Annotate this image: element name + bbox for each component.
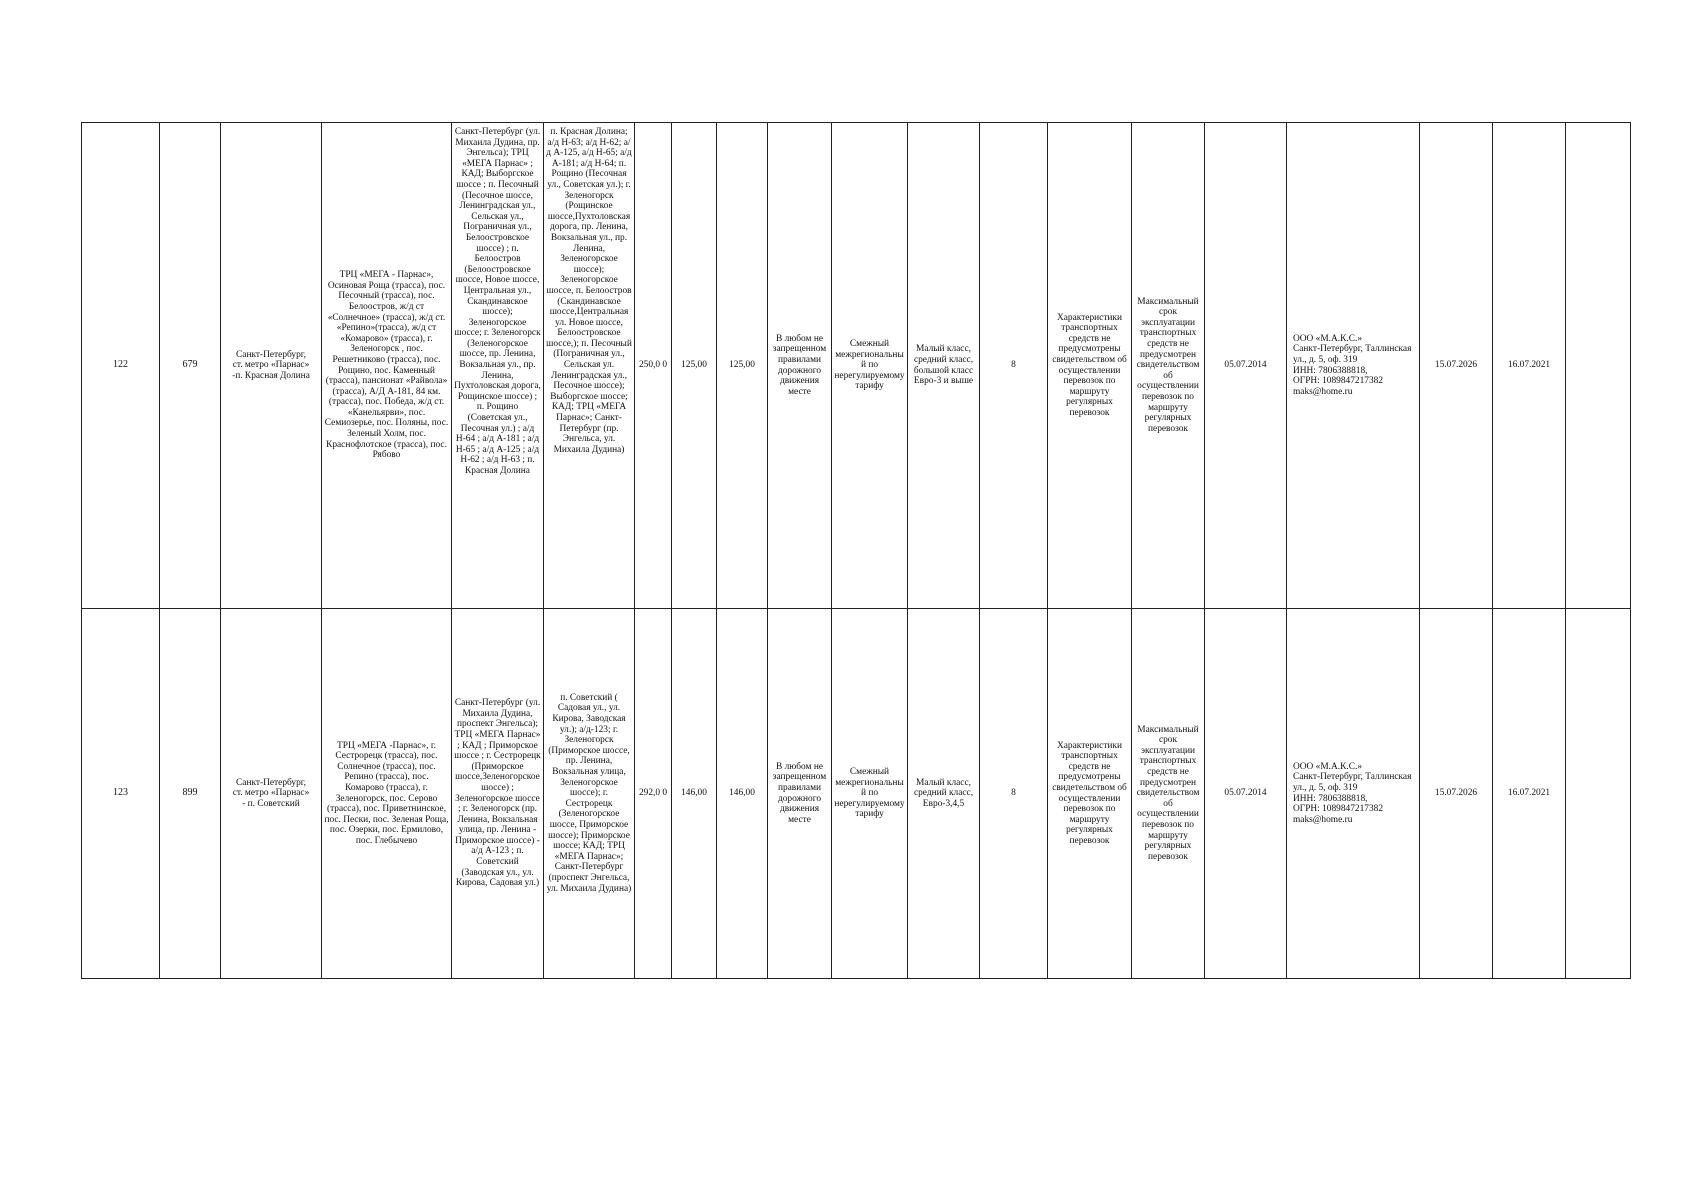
route-name: Санкт-Петербург, ст. метро «Парнас» -п. Красная Долина bbox=[221, 123, 322, 609]
carrier-info: ООО «М.А.К.С.» Санкт-Петербург, Таллинская ул., д. 5, оф. 319 ИНН: 7806388818, ОГРН: 1089847217382 maks@home.ru bbox=[1287, 609, 1420, 979]
vehicle-characteristics: Характеристики транспортных средств не предусмотрены свидетельством об осуществлении перевозок по маршруту регулярных перевозок bbox=[1048, 123, 1132, 609]
transport-type: Смежный межрегиональный по нерегулируемому тарифу bbox=[832, 123, 908, 609]
streets-forward: Санкт-Петербург (ул. Михаила Дудина, пр. Энгельса); ТРЦ «МЕГА Парнас» ; КАД; Выборгское шоссе ; п. Песочный (Песочное шоссе, Ленинградская ул., Сельская ул., Пограничная ул., Белоостровское шоссе) ; п. Белоостров (Белоостровское шоссе, Новое шоссе, Центральная ул., Скандинавское шоссе); Зеленогорское шоссе; г. Зеленогорск (Зеленогорское шоссе, пр. Ленина, Вокзальная ул., пр. Ленина, Пухтоловская дорога, Рощинское шоссе) ; п. Рощино (Советская ул., Песочная ул.) ; а/д Н-64 ; а/д А-181 ; а/д Н-65 ; а/д А-125 ; а/д Н-62 ; а/д Н-63 ; п. Красная Долина bbox=[452, 123, 544, 609]
carrier-info: ООО «М.А.К.С.» Санкт-Петербург, Таллинская ул., д. 5, оф. 319 ИНН: 7806388818, ОГРН: 1089847217382 maks@home.ru bbox=[1287, 123, 1420, 609]
max-age: Максимальный срок эксплуатации транспортных средств не предусмотрен свидетельством об осуществлении перевозок по маршруту регулярных перевозок bbox=[1132, 609, 1205, 979]
max-age: Максимальный срок эксплуатации транспортных средств не предусмотрен свидетельством об осуществлении перевозок по маршруту регулярных перевозок bbox=[1132, 123, 1205, 609]
table-row bbox=[82, 609, 1631, 979]
valid-until: 15.07.2026 bbox=[1420, 123, 1493, 609]
length-forward: 146,00 bbox=[672, 609, 717, 979]
vehicle-count: 8 bbox=[980, 123, 1048, 609]
route-number: 899 bbox=[160, 609, 221, 979]
note bbox=[1566, 609, 1631, 979]
length-total: 250,0 0 bbox=[635, 123, 672, 609]
length-forward: 125,00 bbox=[672, 123, 717, 609]
start-date: 05.07.2014 bbox=[1205, 123, 1287, 609]
vehicle-class: Малый класс, средний класс, Евро-3,4,5 bbox=[908, 609, 980, 979]
vehicle-characteristics: Характеристики транспортных средств не предусмотрены свидетельством об осуществлении перевозок по маршруту регулярных перевозок bbox=[1048, 609, 1132, 979]
transport-type: Смежный межрегиональный по нерегулируемому тарифу bbox=[832, 609, 908, 979]
streets-backward: п. Советский ( Садовая ул., ул. Кирова, Заводская ул.); а/д-123; г. Зеленогорск (Приморское шоссе, пр. Ленина, Вокзальная улица, Зеленогорское шоссе); г. Сестрорецк (Зеленогорское шоссе, Приморское шоссе); Приморское шоссе; КАД; ТРЦ «МЕГА Парнас»; Санкт-Петербург (проспект Энгельса, ул. Михаила Дудина) bbox=[544, 609, 635, 979]
streets-backward: п. Красная Долина; а/д Н-63; а/д Н-62; а/д А-125, а/д Н-65; а/д А-181; а/д Н-64; п. Рощино (Песочная ул., Советская ул.); г. Зеленогорск (Рощинское шоссе,Пухтоловская дорога, пр. Ленина, Вокзальная ул., пр. Ленина, Зеленогорское шоссе); Зеленогорское шоссе, п. Белоостров (Скандинавское шоссе,Центральная ул. Новое шоссе, Белоостровское шоссе,); п. Песочный (Пограничная ул., Сельская ул. Ленинградская ул., Песочное шоссе); Выборгское шоссе; КАД; ТРЦ «МЕГА Парнас»; Санкт-Петербург (пр. Энгельса, ул. Михаила Дудина) bbox=[544, 123, 635, 609]
boarding-order: В любом не запрещенном правилами дорожного движения месте bbox=[768, 123, 832, 609]
route-stops: ТРЦ «МЕГА - Парнас», Осиновая Роща (трасса), пос. Песочный (трасса), пос. Белоостров, ж/д ст «Солнечное» (трасса), ж/д ст. «Репино»(трасса), ж/д ст «Комарово» (трасса), г. Зеленогорск , пос. Решетниково (трасса), пос. Рощино, пос. Каменный (трасса), пансионат «Райвола» (трасса), А/Д А-181, 84 км. (трасса), пос. Победа, ж/д ст. «Канельярви», пос. Семиозерье, пос. Поляны, пос. Зеленый Холм, пос. Краснофлотское (трасса), пос. Рябово bbox=[322, 123, 452, 609]
reg-number: 123 bbox=[82, 609, 160, 979]
valid-until: 15.07.2026 bbox=[1420, 609, 1493, 979]
route-name: Санкт-Петербург, ст. метро «Парнас» - п. Советский bbox=[221, 609, 322, 979]
streets-forward: Санкт-Петербург (ул. Михаила Дудина, проспект Энгельса); ТРЦ «МЕГА Парнас» ; КАД ; Приморское шоссе ; г. Сестрорецк (Приморское шоссе,Зеленогорское шоссе) ; Зеленогорское шоссе ; г. Зеленогорск (пр. Ленина, Вокзальная улица, пр. Ленина - Приморское шоссе) - а/д А-123 ; п. Советский (Заводская ул., ул. Кирова, Садовая ул.) bbox=[452, 609, 544, 979]
length-total: 292,0 0 bbox=[635, 609, 672, 979]
change-date: 16.07.2021 bbox=[1493, 123, 1566, 609]
length-backward: 146,00 bbox=[717, 609, 768, 979]
table-row bbox=[82, 123, 1631, 609]
route-stops: ТРЦ «МЕГА -Парнас», г. Сестрорецк (трасса), пос. Солнечное (трасса), пос. Репино (трасса), пос. Комарово (трасса), г. Зеленогорск, пос. Серово (трасса), пос. Приветнинское, пос. Пески, пос. Зеленая Роща, пос. Озерки, пос. Ермилово, пос. Глебычево bbox=[322, 609, 452, 979]
vehicle-class: Малый класс, средний класс, большой класс Евро-3 и выше bbox=[908, 123, 980, 609]
length-backward: 125,00 bbox=[717, 123, 768, 609]
routes-register-table bbox=[81, 122, 1631, 979]
route-number: 679 bbox=[160, 123, 221, 609]
boarding-order: В любом не запрещенном правилами дорожного движения месте bbox=[768, 609, 832, 979]
vehicle-count: 8 bbox=[980, 609, 1048, 979]
note bbox=[1566, 123, 1631, 609]
start-date: 05.07.2014 bbox=[1205, 609, 1287, 979]
change-date: 16.07.2021 bbox=[1493, 609, 1566, 979]
reg-number: 122 bbox=[82, 123, 160, 609]
